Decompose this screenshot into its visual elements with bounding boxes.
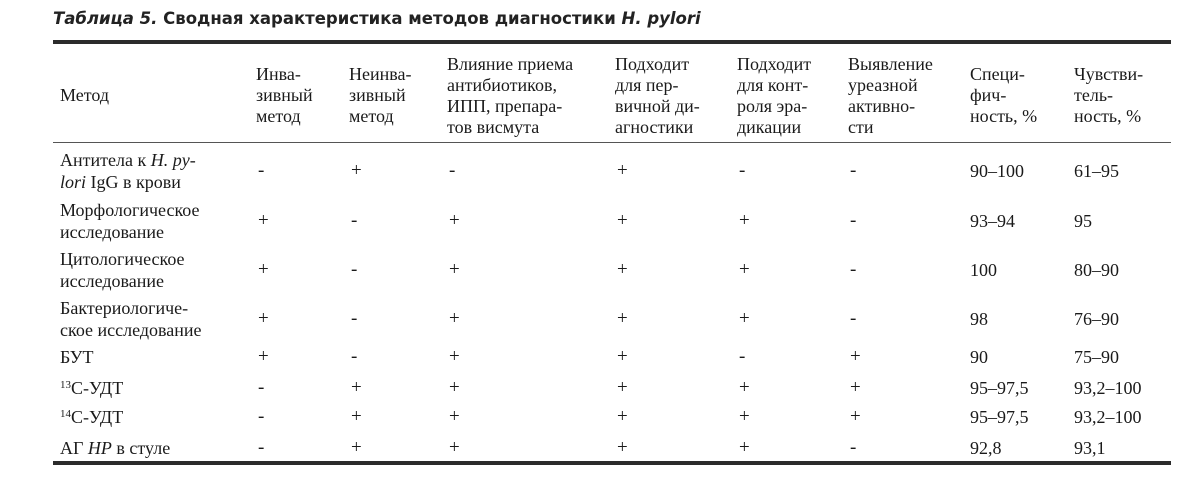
cell-specificity: 100: [970, 260, 997, 280]
method-text: 13: [60, 379, 71, 391]
cell-invasive: -: [258, 406, 265, 427]
cell-sensitivity: 76–90: [1074, 309, 1119, 329]
cell-control: +: [739, 437, 750, 458]
cell-noninvasive: +: [351, 437, 362, 458]
caption-label: Таблица 5.: [53, 9, 158, 28]
method-text: Бактериологиче-: [60, 298, 189, 318]
cell-specificity: 90–100: [970, 161, 1024, 181]
method-text: АГ: [60, 438, 88, 458]
cell-sensitivity: 61–95: [1074, 161, 1119, 181]
cell-primary: +: [617, 308, 628, 329]
method-text: IgG в крови: [86, 172, 181, 192]
cell-urease: -: [850, 160, 857, 181]
cell-influence: +: [449, 210, 460, 231]
cell-influence: +: [449, 437, 460, 458]
cell-invasive: +: [258, 308, 269, 329]
cell-sensitivity: 93,1: [1074, 438, 1106, 458]
cell-sensitivity: 93,2–100: [1074, 407, 1142, 427]
method-text: Антитела к: [60, 150, 151, 170]
method-text: в стуле: [111, 438, 171, 458]
method-text: HP: [87, 438, 112, 458]
method-text: Цитологическое: [60, 249, 185, 269]
column-header-urease: Выявление уреазной активно- сти: [848, 54, 933, 137]
cell-specificity: 95–97,5: [970, 378, 1029, 398]
cell-sensitivity: 93,2–100: [1074, 378, 1142, 398]
cell-invasive: -: [258, 437, 265, 458]
cell-noninvasive: +: [351, 160, 362, 181]
cell-urease: -: [850, 210, 857, 231]
cell-influence: +: [449, 346, 460, 367]
cell-influence: -: [449, 160, 456, 181]
cell-specificity: 98: [970, 309, 988, 329]
column-header-noninvasive: Неинва- зивный метод: [349, 64, 412, 126]
column-header-invasive: Инва- зивный метод: [256, 64, 313, 126]
cell-urease: +: [850, 377, 861, 398]
cell-noninvasive: -: [351, 346, 358, 367]
table-header-rule: [53, 142, 1171, 143]
table-caption: [53, 9, 701, 28]
method-cell: [60, 297, 240, 341]
caption-organism: H. pylori: [621, 9, 701, 28]
column-header-method: Метод: [60, 85, 110, 105]
cell-primary: +: [617, 259, 628, 280]
cell-primary: +: [617, 160, 628, 181]
column-header-sensitivity: Чувстви- тель- ность, %: [1074, 64, 1144, 126]
cell-noninvasive: +: [351, 377, 362, 398]
cell-control: -: [739, 160, 746, 181]
column-header-specificity: Специ- фич- ность, %: [970, 64, 1038, 126]
method-text: lori: [60, 172, 87, 192]
cell-control: +: [739, 406, 750, 427]
cell-influence: +: [449, 308, 460, 329]
method-text: H. py-: [150, 150, 196, 170]
method-text: С-УДТ: [71, 407, 124, 427]
cell-sensitivity: 75–90: [1074, 347, 1119, 367]
cell-noninvasive: +: [351, 406, 362, 427]
cell-sensitivity: 80–90: [1074, 260, 1119, 280]
method-cell: [60, 437, 240, 459]
method-cell: [60, 406, 240, 428]
cell-control: +: [739, 308, 750, 329]
cell-control: +: [739, 259, 750, 280]
cell-invasive: +: [258, 210, 269, 231]
cell-urease: +: [850, 406, 861, 427]
cell-influence: +: [449, 259, 460, 280]
method-text: БУТ: [60, 347, 94, 367]
cell-primary: +: [617, 346, 628, 367]
column-header-primary: Подходит для пер- вичной ди- агностики: [615, 54, 700, 137]
cell-control: +: [739, 377, 750, 398]
cell-specificity: 93–94: [970, 211, 1015, 231]
cell-control: +: [739, 210, 750, 231]
cell-noninvasive: -: [351, 210, 358, 231]
table-top-rule: [53, 40, 1171, 44]
cell-primary: +: [617, 437, 628, 458]
method-cell: [60, 346, 240, 368]
cell-primary: +: [617, 406, 628, 427]
method-text: С-УДТ: [71, 378, 124, 398]
cell-sensitivity: 95: [1074, 211, 1092, 231]
cell-specificity: 95–97,5: [970, 407, 1029, 427]
cell-primary: +: [617, 210, 628, 231]
caption-title: Сводная характеристика методов диагностики: [163, 9, 616, 28]
cell-specificity: 90: [970, 347, 988, 367]
cell-invasive: +: [258, 259, 269, 280]
cell-invasive: -: [258, 160, 265, 181]
method-text: исследование: [60, 271, 165, 291]
column-header-influence: Влияние приема антибиотиков, ИПП, препара- тов висмута: [447, 54, 574, 137]
cell-urease: -: [850, 437, 857, 458]
method-cell: [60, 248, 240, 292]
method-text: 14: [60, 408, 71, 420]
cell-urease: -: [850, 308, 857, 329]
method-cell: [60, 377, 240, 399]
cell-control: -: [739, 346, 746, 367]
cell-noninvasive: -: [351, 308, 358, 329]
method-text: исследование: [60, 222, 165, 242]
cell-primary: +: [617, 377, 628, 398]
method-text: ское исследование: [60, 320, 202, 340]
method-text: Морфологическое: [60, 200, 200, 220]
cell-urease: -: [850, 259, 857, 280]
cell-invasive: -: [258, 377, 265, 398]
cell-noninvasive: -: [351, 259, 358, 280]
cell-influence: +: [449, 377, 460, 398]
method-cell: [60, 149, 240, 193]
cell-invasive: +: [258, 346, 269, 367]
cell-urease: +: [850, 346, 861, 367]
method-cell: [60, 199, 240, 243]
table-bottom-rule: [53, 461, 1171, 465]
cell-influence: +: [449, 406, 460, 427]
column-header-control: Подходит для конт- роля эра- дикации: [737, 54, 812, 137]
cell-specificity: 92,8: [970, 438, 1002, 458]
